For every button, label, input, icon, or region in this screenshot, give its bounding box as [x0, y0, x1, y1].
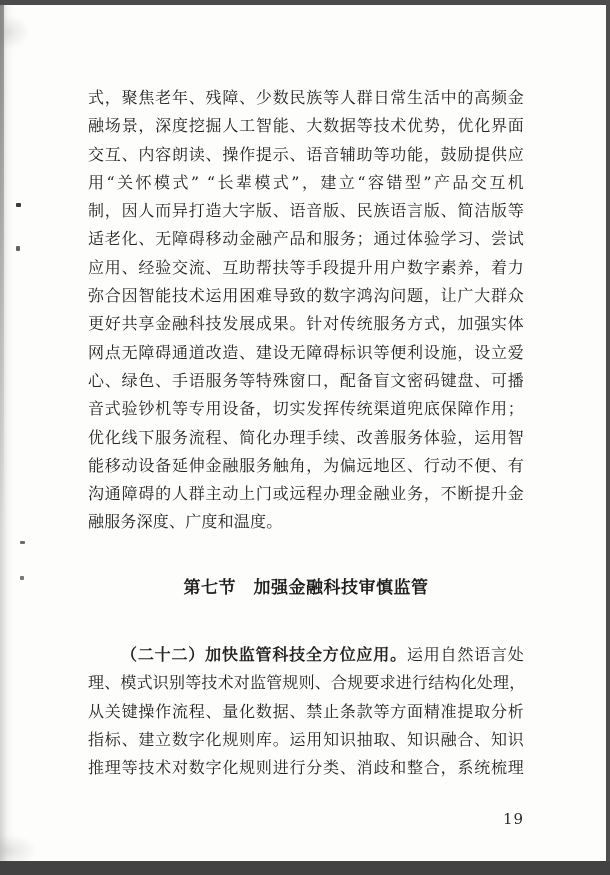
paragraph-2 — [88, 641, 524, 782]
scan-edge-top — [0, 0, 610, 5]
paragraph-lead-rest: 运用自然语言处 — [406, 645, 524, 664]
text-line: 网点无障碍通道改造、建设无障碍标识等便利设施，设立爱 — [88, 342, 524, 362]
text-line: 理、模式识别等技术对监管规则、合规要求进行结构化处理， — [88, 673, 526, 693]
text-line: 融场景，深度挖掘人工智能、大数据等技术优势，优化界面 — [88, 116, 524, 136]
paragraph-1 — [88, 84, 524, 537]
scan-edge-bottom — [0, 861, 610, 875]
text-line: 能移动设备延伸金融服务触角，为偏远地区、行动不便、有 — [88, 455, 524, 475]
text-line: 指标、建立数字化规则库。运用知识抽取、知识融合、知识 — [88, 729, 524, 749]
text-line: 从关键操作流程、量化数据、禁止条款等方面精准提取分析 — [88, 701, 524, 721]
text-line: 适老化、无障碍移动金融产品和服务；通过体验学习、尝试 — [88, 229, 524, 249]
text-line: 式，聚焦老年、残障、少数民族等人群日常生活中的高频金 — [88, 88, 524, 107]
scan-speck — [16, 203, 21, 207]
scan-speck — [20, 541, 25, 544]
scan-edge-left-line — [0, 5, 4, 525]
text-line: 制，因人而异打造大字版、语音版、民族语言版、简洁版等 — [88, 201, 524, 221]
text-line: 心、绿色、手语服务等特殊窗口，配备盲文密码键盘、可播 — [88, 370, 524, 390]
scan-smudge-top-left — [0, 14, 30, 50]
scan-speck — [16, 246, 20, 251]
scan-edge-right — [606, 0, 610, 875]
text-line: 沟通障碍的人群主动上门或远程办理金融业务，不断提升金 — [88, 484, 524, 504]
text-line: 应用、经验交流、互助帮扶等手段提升用户数字素养，着力 — [88, 257, 524, 277]
paragraph-lead-bold: （二十二）加快监管科技全方位应用。 — [121, 645, 407, 664]
text-line: 音式验钞机等专用设备，切实发挥传统渠道兜底保障作用； — [88, 399, 524, 419]
page-number: 19 — [503, 810, 525, 828]
paragraph-2-rest — [88, 669, 524, 782]
text-line: 融服务深度、广度和温度。 — [88, 512, 283, 532]
text-line: 优化线下服务流程、简化办理手续、改善服务体验，运用智 — [88, 427, 524, 447]
text-line: 更好共享金融科技发展成果。针对传统服务方式，加强实体 — [88, 314, 524, 334]
text-line: 弥合因智能技术运用困难导致的数字鸿沟问题，让广大群众 — [88, 286, 524, 306]
text-line: 交互、内容朗读、操作提示、语音辅助等功能，鼓励提供应 — [88, 144, 524, 164]
text-line — [88, 641, 524, 669]
section-heading: 第七节 加强金融科技审慎监管 — [183, 578, 429, 598]
scan-smudge-bottom-left — [0, 834, 38, 862]
scan-speck — [20, 576, 24, 580]
text-line: 用“关怀模式” “长辈模式”，建立“容错型”产品交互机 — [88, 172, 524, 192]
text-line: 推理等技术对数字化规则进行分类、消歧和整合，系统梳理 — [88, 758, 524, 778]
